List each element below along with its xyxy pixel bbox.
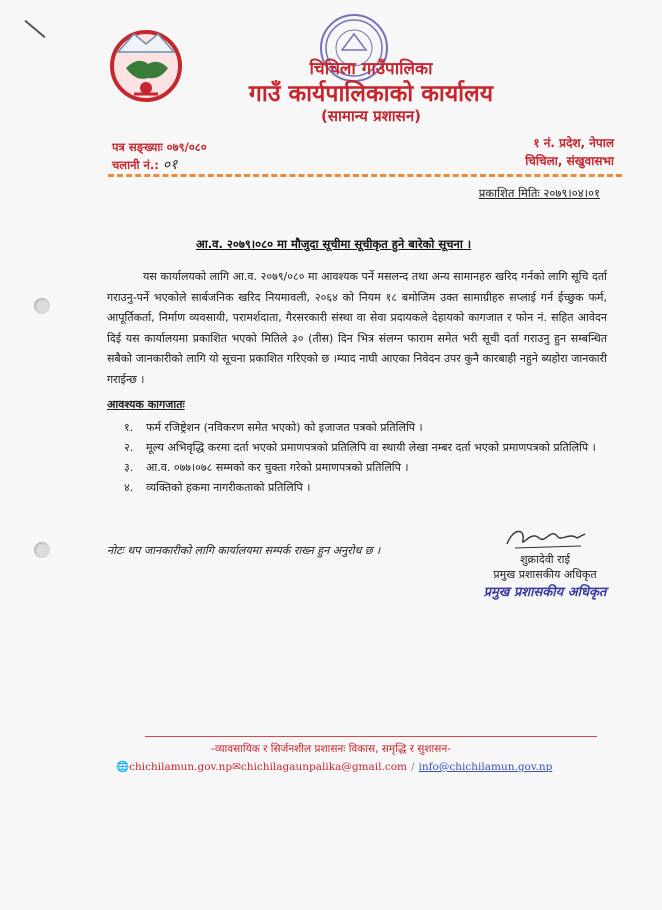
notice-subject: आ.व. २०७९।०८० मा मौजुदा सूचीमा सूचीकृत हुने बारेको सूचना । (196, 237, 472, 251)
location-text: चिचिला, संखुवासभा (525, 154, 614, 168)
punch-hole-upper (34, 298, 50, 314)
section-name: (सामान्य प्रशासन) (320, 107, 422, 125)
letter-number: पत्र सङ्ख्याः ०७९/०८० (112, 140, 207, 154)
documents-title: आवश्यक कागजातः (107, 398, 185, 411)
municipality-name: चिचिला गाउँपालिका (309, 59, 433, 79)
office-address (525, 134, 614, 170)
list-item: ४. व्यक्तिको हकमा नागरीकताको प्रतिलिपि । (124, 481, 311, 494)
globe-icon: 🌐 (116, 761, 130, 773)
footer-contacts (116, 760, 552, 773)
signatory-name: शुक्रादेवी राई (520, 553, 570, 566)
dispatch-number: ०१ (162, 157, 178, 173)
footer-divider (145, 736, 597, 737)
note-text: नोटः थप जानकारीको लागि कार्यालयमा सम्पर्क राख्न हुन अनुरोध छ । (107, 544, 381, 557)
dispatch-label: चलानी नं.: (112, 158, 159, 172)
punch-hole-lower (34, 542, 50, 558)
signatory-title: प्रमुख प्रशासकीय अधिकृत (493, 568, 597, 581)
signature-block (470, 520, 620, 600)
designation-stamp: प्रमुख प्रशासकीय अधिकृत (483, 585, 607, 600)
list-item: १. फर्म रजिष्ट्रेशन (नविकरण समेत भएको) को इजाजत पत्रको प्रतिलिपि । (124, 421, 423, 434)
publish-date: प्रकाशित मितिः २०७९।०४।०१ (478, 186, 600, 200)
signature-scribble-icon (485, 520, 605, 554)
header-divider (108, 174, 622, 177)
letter-reference (112, 138, 207, 174)
list-item: ३. आ.व. ०७७।०७८ सम्मको कर चुक्ता गरेको प्रमाणपत्रको प्रतिलिपि । (124, 461, 409, 474)
province-text: १ नं. प्रदेश, नेपाल (533, 136, 614, 150)
footer-motto: -व्यावसायिक र सिर्जनशील प्रशासनः विकास, समृद्धि र सुशासन- (211, 743, 451, 755)
email-link-info[interactable]: info@chichilamun.gov.np (418, 761, 553, 773)
email-link-primary[interactable]: chichilagaunpalika@gmail.com (240, 761, 407, 773)
mail-icon: ✉ (232, 761, 241, 773)
contact-separator: / (411, 761, 415, 773)
notice-body: यस कार्यालयको लागि आ.व. २०७९/०८० मा आवश्यक पर्ने मसलन्द तथा अन्य सामानहरु खरिद गर्नको लागि सूचि दर्ता गराउनु-पर्ने भएकोले सार्बजनिक खरिद नियमावली, २०६४ को नियम १८ बमोजिम उक्त सामाग्रीहरु सप्लाई गर्न ईच्छुक फर्म, आपूर्तिकर्ता, निर्माण व्यवसायी, परामर्शदाता, गैरसरकारी संस्था वा सेवा प्रदायकले देहायको कागजात र फोन नं. सहित आवेदन दिई यस कार्यालयमा प्रकाशित भएको मितिले ३० (तीस) दिन भित्र संलग्न फाराम समेत भरी सूची दर्ता गराउनु हुन सम्बन्धित सबैको जानकारीको लागि यो सूचना प्रकाशित गरिएको छ ।म्याद नाघी आएका निवेदन उपर कुनै कारबाही नहुने ब्यहोरा जानकारी गराईन्छ । (107, 270, 607, 386)
list-item: २. मूल्य अभिवृद्धि करमा दर्ता भएको प्रमाणपत्रको प्रतिलिपि वा स्थायी लेखा नम्बर दर्ता भएको प्रमाणपत्रको प्रतिलिपि । (124, 441, 596, 454)
documents-list (124, 418, 608, 498)
website-link[interactable]: chichilamun.gov.np (129, 761, 233, 773)
staple-mark (24, 20, 45, 38)
office-name: गाउँ कार्यपालिकाको कार्यालय (248, 81, 494, 107)
